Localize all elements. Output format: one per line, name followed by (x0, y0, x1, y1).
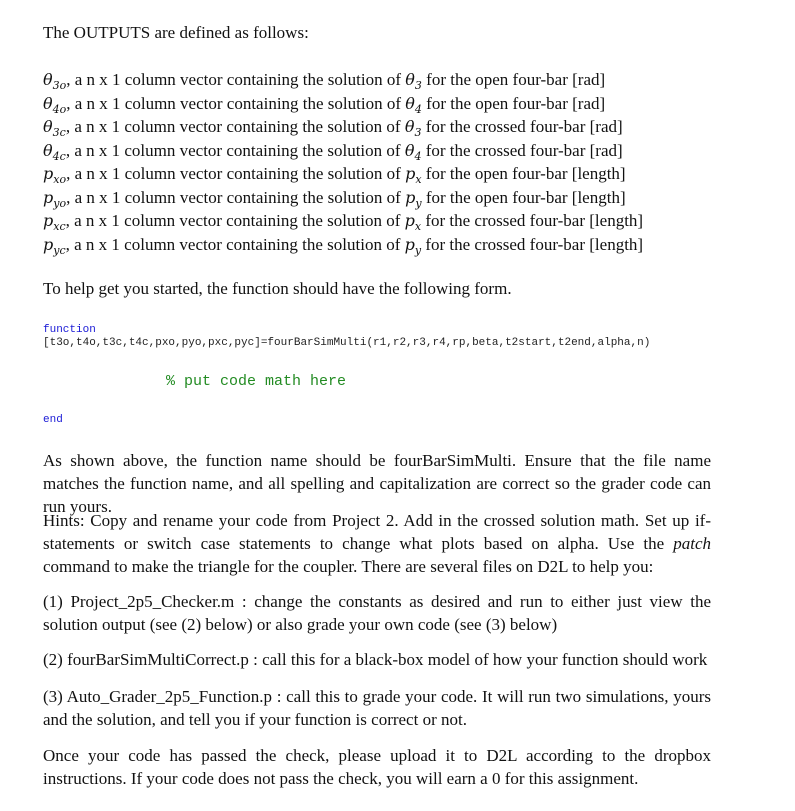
list-item-correct-model: (2) fourBarSimMultiCorrect.p : call this for a black-box model of how your function should work (43, 650, 708, 669)
code-function-signature: [t3o,t4o,t3c,t4c,pxo,pyo,pxc,pyc]=fourBarSimMulti(r1,r2,r3,r4,rp,beta,t2start,t2end,alpha,n) (43, 337, 651, 349)
output-target-subscript: y (415, 196, 422, 210)
output-var-subscript: 4c (52, 149, 66, 163)
output-var-subscript: xo (53, 173, 67, 186)
output-var-symbol: θ (43, 70, 53, 89)
output-line (43, 115, 763, 139)
output-description: , a n x 1 column vector containing the solution of (66, 70, 406, 89)
output-var-subscript: 4o (52, 102, 67, 116)
output-line (43, 186, 763, 210)
paragraph-function-name: As shown above, the function name should be fourBarSimMulti. Ensure that the file name matches the function name, and all spelling and capitalization are correct so the grader code can run yours. (43, 451, 711, 516)
output-target-symbol: p (405, 187, 416, 207)
output-var-symbol: θ (43, 117, 53, 136)
output-var-symbol: θ (43, 93, 53, 113)
list-item-checker: (1) Project_2p5_Checker.m : change the constants as desired and run to either just view the solution output (see (2) below) or also grade your own code (see (3) below) (43, 592, 711, 634)
output-target-subscript: 3 (414, 126, 422, 139)
output-description: , a n x 1 column vector containing the solution of (65, 117, 405, 136)
code-keyword-function: function (43, 324, 96, 336)
output-var-subscript: yo (53, 196, 67, 210)
paragraph-hints (43, 509, 711, 578)
output-description-rest: for the crossed four-bar [rad] (421, 117, 623, 136)
list-item-auto-grader: (3) Auto_Grader_2p5_Function.p : call this to grade your code. It will run two simulations, yours and the solution, and tell you if your function is correct or not. (43, 687, 711, 729)
output-var-subscript: xc (53, 220, 66, 233)
output-description: , a n x 1 column vector containing the solution of (66, 164, 406, 183)
output-var-symbol: θ (43, 140, 53, 160)
output-description: , a n x 1 column vector containing the solution of (65, 140, 405, 160)
hints-text: Hints: Copy and rename your code from Project 2. Add in the crossed solution math. Set up if-statements or switch case statements to change what plots based on alpha. Use the (43, 511, 711, 553)
output-target-subscript: 4 (414, 102, 422, 116)
output-var-subscript: 3o (52, 79, 67, 92)
output-target-symbol: p (404, 234, 415, 254)
output-target-symbol: θ (405, 70, 415, 89)
output-target-subscript: x (415, 173, 422, 186)
output-description: , a n x 1 column vector containing the solution of (66, 93, 406, 113)
output-var-symbol: p (43, 234, 54, 254)
output-target-symbol: θ (404, 140, 415, 160)
output-description-rest: for the crossed four-bar [length] (421, 234, 644, 254)
output-target-subscript: 4 (414, 149, 422, 163)
output-line (43, 233, 763, 257)
paragraph-upload-instructions: Once your code has passed the check, please upload it to D2L according to the dropbox instructions. If your code does not pass the check, you will earn a 0 for this assignment. (43, 746, 711, 788)
output-description-rest: for the open four-bar [rad] (421, 70, 606, 89)
intro-text: To help get you started, the function should have the following form. (43, 279, 512, 298)
output-var-symbol: p (43, 211, 54, 230)
outputs-list (43, 68, 763, 256)
output-target-subscript: x (414, 220, 422, 233)
output-var-subscript: 3c (52, 126, 66, 139)
output-target-symbol: θ (404, 117, 415, 136)
output-description: , a n x 1 column vector containing the solution of (66, 187, 406, 207)
output-var-symbol: p (43, 164, 54, 183)
output-line (43, 209, 763, 233)
output-target-symbol: θ (405, 93, 415, 113)
hints-text-rest: command to make the triangle for the coupler. There are several files on D2L to help you: (43, 557, 654, 576)
output-var-subscript: yc (53, 243, 66, 257)
output-description-rest: for the open four-bar [length] (421, 187, 626, 207)
output-var-symbol: p (43, 187, 54, 207)
hints-emphasis: patch (673, 534, 711, 553)
code-keyword-end: end (43, 414, 63, 426)
output-target-symbol: p (404, 211, 415, 230)
output-description: , a n x 1 column vector containing the solution of (65, 211, 405, 230)
output-line (43, 139, 763, 163)
output-line (43, 162, 763, 186)
outputs-heading: The OUTPUTS are defined as follows: (43, 23, 309, 42)
output-description-rest: for the crossed four-bar [rad] (421, 140, 623, 160)
output-description: , a n x 1 column vector containing the solution of (65, 234, 405, 254)
output-target-subscript: 3 (414, 79, 422, 92)
output-target-symbol: p (405, 164, 416, 183)
output-description-rest: for the open four-bar [rad] (421, 93, 606, 113)
output-target-subscript: y (414, 243, 422, 257)
output-line (43, 68, 763, 92)
output-description-rest: for the crossed four-bar [length] (421, 211, 644, 230)
output-line (43, 92, 763, 116)
code-comment: % put code math here (166, 373, 347, 390)
output-description-rest: for the open four-bar [length] (421, 164, 626, 183)
